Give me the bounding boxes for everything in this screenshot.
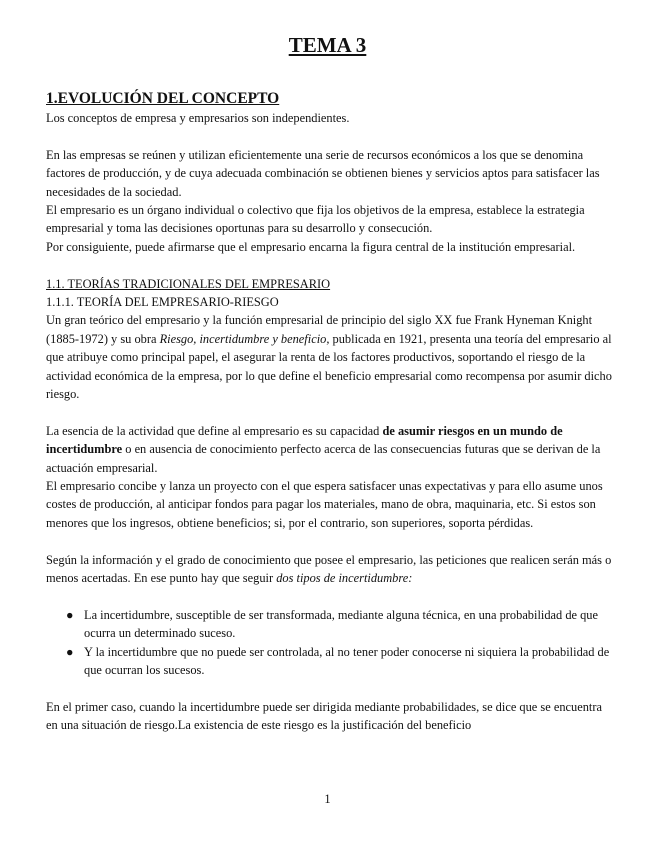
list-item: ● La incertidumbre, susceptible de ser transformada, mediante alguna técnica, en una probabilidad de que ocurra un determinado suceso. [66,607,599,641]
paragraph: El empresario concibe y lanza un proyecto con el que espera satisfacer unas expectativas y para ello asume unos costes de producción, al anticipar fondos para pagar los materiales, mano de obra, maquinaria, etc. Si estos son menores que los ingresos, obtiene beneficios; si, por el contrario, son superiores, soporta pérdidas. [46,479,603,530]
subsubsection-heading: 1.1.1. TEORÍA DEL EMPRESARIO-RIESGO [46,295,279,310]
emphasis-italic: dos tipos de incertidumbre: [276,571,413,586]
bullet-icon: ● [66,644,74,659]
paragraph: Los conceptos de empresa y empresarios son independientes. [46,111,350,125]
paragraph: El empresario es un órgano individual o colectivo que fija los objetivos de la empresa, establece la estrategia empresarial y toma las decisiones oportunas para su desarrollo y consecución. [46,203,585,236]
paragraph: Por consiguiente, puede afirmarse que el empresario encarna la figura central de la institución empresarial. [46,239,576,254]
book-title: Riesgo, incertidumbre y beneficio, [159,331,330,346]
paragraph: La esencia de la actividad que define al empresario es su capacidad de asumir riesgos en un mundo de incertidumbre o en ausencia de conocimiento perfecto acerca de las consecuencias futuras que se derivan de la actuación empresarial. [46,423,601,475]
emphasis-bold: de asumir riesgos en un mundo de incertidumbre [46,423,563,457]
document-body [46,89,612,735]
page-title: TEMA 3 [288,33,367,57]
bullet-list [46,606,612,680]
page-number: 1 [324,792,331,806]
subsection-heading: 1.1. TEORÍAS TRADICIONALES DEL EMPRESARIO [46,276,331,291]
section-heading: 1.EVOLUCIÓN DEL CONCEPTO [46,90,280,107]
paragraph: En las empresas se reúnen y utilizan eficientemente una serie de recursos económicos a los que se denomina factores de producción, y de cuya adecuada combinación se obtienen bienes y servicios aptos para satisfacer las necesidades de la sociedad. [46,147,600,199]
list-item: ● Y la incertidumbre que no puede ser controlada, al no tener poder conocerse ni siquiera la probabilidad de que ocurran los sucesos. [66,644,610,678]
paragraph: Un gran teórico del empresario y la función empresarial de principio del siglo XX fue Frank Hyneman Knight (1885-1972) y su obra Riesgo, incertidumbre y beneficio, publicada en 1921, presenta una teoría del empresario al que atribuye como principal papel, el asegurar la renta de los factores productivos, soportando el riesgo de la actividad económica de la empresa, por lo que define el beneficio empresarial como recompensa por asumir dicho riesgo. [46,313,612,402]
paragraph: Según la información y el grado de conocimiento que posee el empresario, las peticiones que realicen serán más o menos acertadas. En ese punto hay que seguir dos tipos de incertidumbre: [46,552,612,586]
paragraph: En el primer caso, cuando la incertidumbre puede ser dirigida mediante probabilidades, se dice que se encuentra en una situación de riesgo.La existencia de este riesgo es la justificación del beneficio [46,699,602,733]
bullet-icon: ● [66,607,74,622]
